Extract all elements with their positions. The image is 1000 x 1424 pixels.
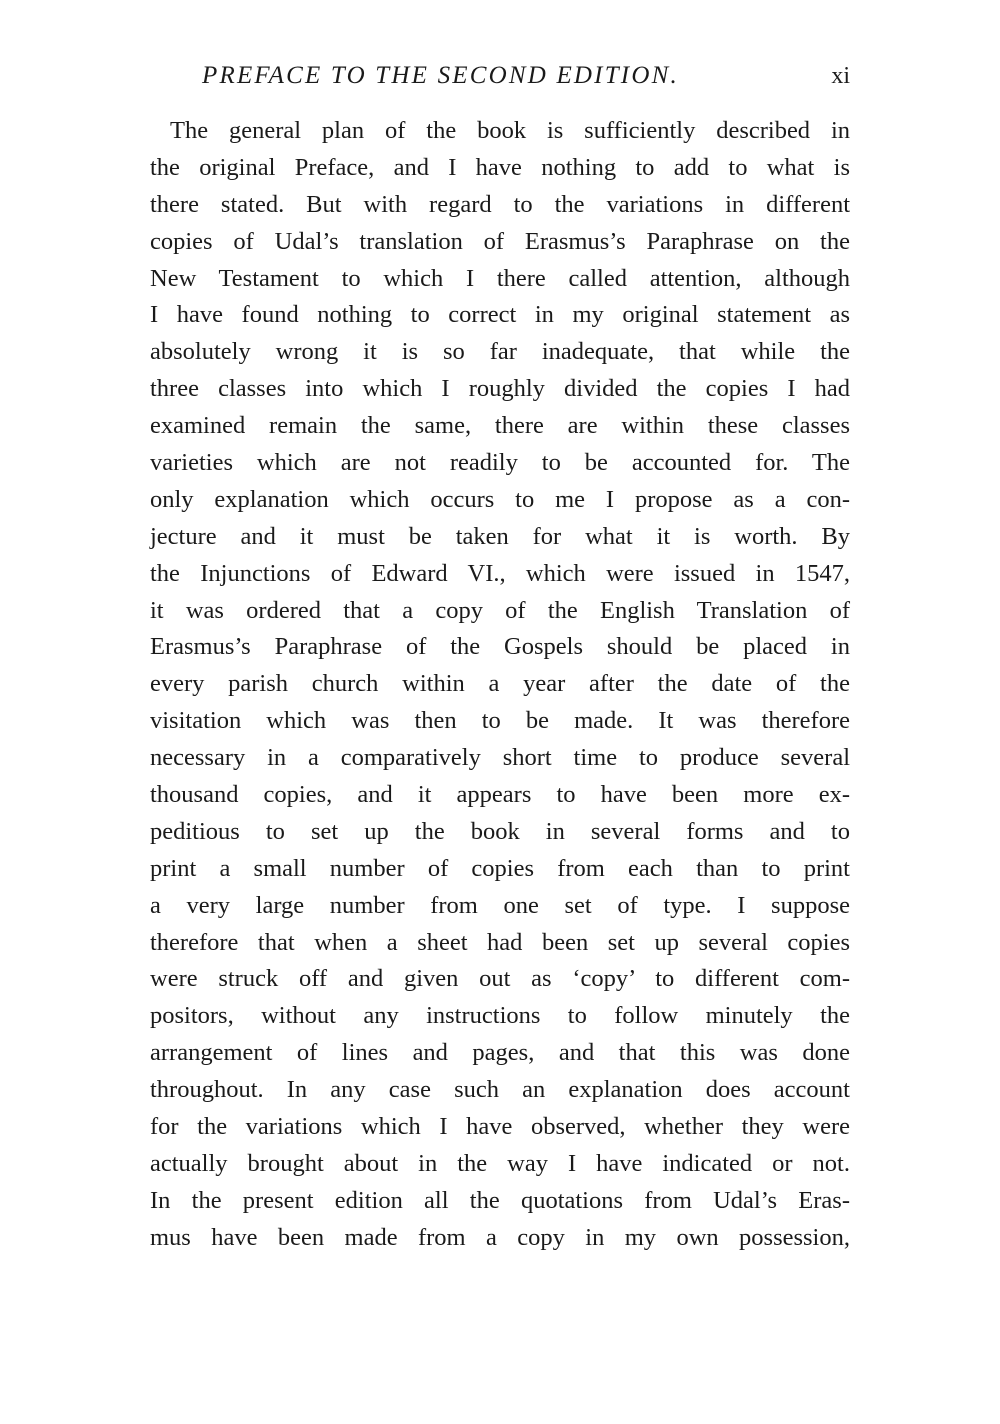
body-text <box>150 113 850 1257</box>
running-title: PREFACE TO THE SECOND EDITION. <box>202 62 679 89</box>
text-line: In the present edition all the quotations from Udal’s Eras- <box>150 1186 850 1214</box>
running-head <box>150 62 850 96</box>
text-line: three classes into which I roughly divided the copies I had <box>150 375 850 403</box>
text-line: I have found nothing to correct in my original statement as <box>150 301 850 329</box>
text-line: absolutely wrong it is so far inadequate, that while the <box>150 338 850 366</box>
text-line: Erasmus’s Paraphrase of the Gospels should be placed in <box>150 633 850 661</box>
text-line: every parish church within a year after the date of the <box>150 670 850 698</box>
text-line: The general plan of the book is sufficiently described in <box>170 117 850 144</box>
text-line: only explanation which occurs to me I propose as a con- <box>150 485 850 513</box>
text-line: for the variations which I have observed, whether they were <box>150 1113 850 1141</box>
text-line: there stated. But with regard to the variations in different <box>150 190 850 218</box>
text-line: positors, without any instructions to follow minutely the <box>150 1002 850 1030</box>
text-line: actually brought about in the way I have indicated or not. <box>150 1149 850 1177</box>
text-line: it was ordered that a copy of the English Translation of <box>150 596 850 624</box>
text-line: print a small number of copies from each than to print <box>150 854 850 882</box>
text-line: peditious to set up the book in several forms and to <box>150 817 850 845</box>
text-line: arrangement of lines and pages, and that this was done <box>150 1039 850 1067</box>
text-line: jecture and it must be taken for what it is worth. By <box>150 522 850 550</box>
text-line: varieties which are not readily to be accounted for. The <box>150 449 850 477</box>
text-line: therefore that when a sheet had been set up several copies <box>150 928 850 956</box>
text-line: the original Preface, and I have nothing to add to what is <box>150 153 850 181</box>
text-line: examined remain the same, there are within these classes <box>150 412 850 440</box>
text-line: mus have been made from a copy in my own possession, <box>150 1223 850 1251</box>
text-line: a very large number from one set of type. I suppose <box>150 891 850 919</box>
text-line: throughout. In any case such an explanation does account <box>150 1076 850 1104</box>
text-line: the Injunctions of Edward VI., which were issued in 1547, <box>150 559 850 587</box>
text-line: thousand copies, and it appears to have been more ex- <box>150 781 850 809</box>
page-number: xi <box>831 63 850 89</box>
text-line: were struck off and given out as ‘copy’ to different com- <box>150 965 850 993</box>
text-line: New Testament to which I there called attention, although <box>150 264 850 292</box>
text-line: necessary in a comparatively short time to produce several <box>150 744 850 772</box>
text-line: visitation which was then to be made. It was therefore <box>150 707 850 735</box>
text-line: copies of Udal’s translation of Erasmus’s Paraphrase on the <box>150 227 850 255</box>
